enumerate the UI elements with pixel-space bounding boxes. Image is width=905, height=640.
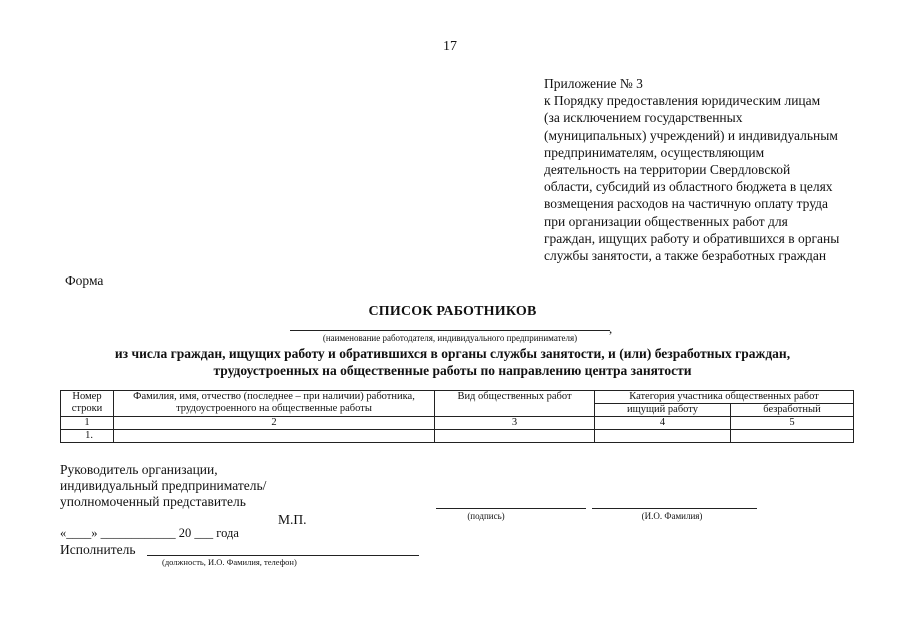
header-category: Категория участника общественных работ [595, 391, 854, 404]
header-name: Фамилия, имя, отчество (последнее – при наличии) работника, трудоустроенного на общественные работы [114, 391, 435, 417]
employer-comma: , [609, 321, 613, 336]
stamp-place: М.П. [278, 512, 307, 527]
row-number-cell: 1. [61, 430, 114, 443]
index-cell: 1 [61, 417, 114, 430]
table-header-row [61, 391, 854, 404]
appendix-line: службы занятости, а также безработных граждан [544, 248, 827, 264]
head-signature-block [60, 462, 266, 510]
date-line: «____» ____________ 20 ___ года [60, 526, 239, 540]
header-work-type: Вид общественных работ [435, 391, 595, 417]
table-index-row [61, 417, 854, 430]
full-name-line[interactable] [592, 508, 757, 509]
appendix-line: граждан, ищущих работу и обратившихся в органы [544, 230, 840, 246]
appendix-line: деятельность на территории Свердловской [544, 162, 791, 178]
full-name-caption: (И.О. Фамилия) [641, 511, 703, 521]
document-title: СПИСОК РАБОТНИКОВ [368, 304, 537, 319]
appendix-line: (муниципальных) учреждений) и индивидуальным [544, 127, 838, 143]
appendix-line: предпринимателям, осуществляющим [544, 144, 765, 160]
employer-name-line [290, 330, 610, 331]
document-subtitle [40, 345, 865, 379]
workers-table [60, 390, 854, 443]
unemployed-cell[interactable] [731, 430, 854, 443]
header-row-number: Номер строки [61, 391, 114, 417]
executor-label: Исполнитель [60, 542, 136, 557]
index-cell: 2 [114, 417, 435, 430]
employer-caption: (наименование работодателя, индивидуального предпринимателя) [322, 333, 578, 343]
head-line: Руководитель организации, [60, 462, 218, 477]
form-label: Форма [65, 273, 104, 288]
head-line: индивидуальный предприниматель/ [60, 478, 267, 493]
appendix-line: области, субсидий из областного бюджета в целях [544, 179, 833, 195]
page-number: 17 [443, 39, 457, 54]
index-cell: 4 [595, 417, 731, 430]
appendix-line: возмещения расходов на частичную оплату труда [544, 196, 828, 212]
header-unemployed: безработный [731, 404, 854, 417]
subtitle-line-2: трудоустроенных на общественные работы по направлению центра занятости [213, 363, 692, 378]
job-seeker-cell[interactable] [595, 430, 731, 443]
name-cell[interactable] [114, 430, 435, 443]
appendix-line: к Порядку предоставления юридическим лицам [544, 93, 821, 109]
appendix-line: при организации общественных работ для [544, 213, 788, 229]
index-cell: 5 [731, 417, 854, 430]
appendix-block [544, 75, 889, 264]
work-type-cell[interactable] [435, 430, 595, 443]
index-cell: 3 [435, 417, 595, 430]
appendix-line: (за исключением государственных [544, 110, 743, 126]
subtitle-line-1: из числа граждан, ищущих работу и обратившихся в органы службы занятости, и (или) безработных граждан, [114, 346, 791, 361]
executor-line[interactable] [147, 555, 419, 556]
appendix-line: Приложение № 3 [544, 76, 643, 91]
signature-caption: (подпись) [467, 511, 505, 521]
executor-caption: (должность, И.О. Фамилия, телефон) [162, 557, 297, 567]
head-line: уполномоченный представитель [60, 494, 246, 509]
table-row [61, 430, 854, 443]
signature-line[interactable] [436, 508, 586, 509]
header-job-seeker: ищущий работу [595, 404, 731, 417]
